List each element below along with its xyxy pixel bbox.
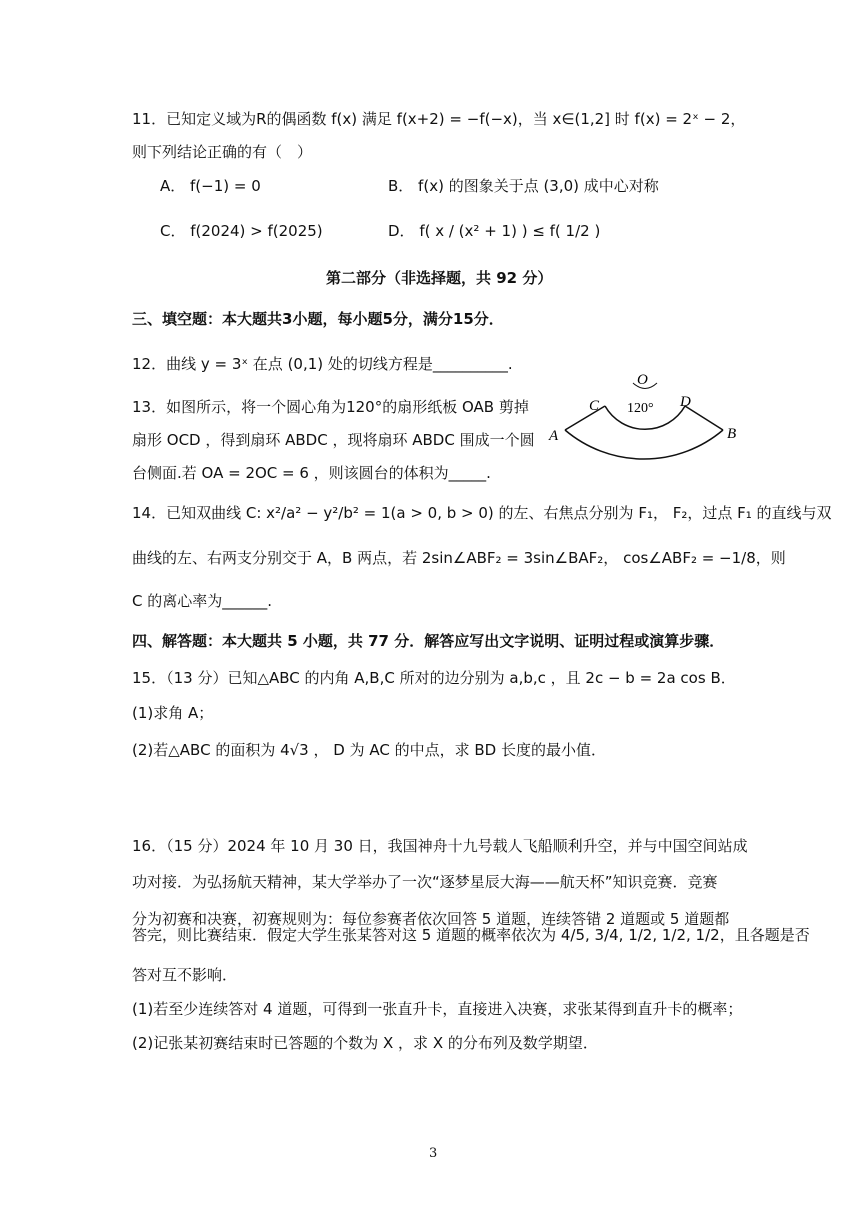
sector-ring-figure	[545, 368, 745, 488]
q15-part2: (2)若△ABC 的面积为 4√3 ， D 为 AC 的中点，求 BD 长度的最小值．	[132, 741, 606, 759]
label-d: D	[680, 394, 691, 410]
q11-stem-line2: 则下列结论正确的有（ ）	[132, 143, 313, 161]
q16-line5: 答对互不影响．	[132, 966, 238, 984]
q16-part1: (1)若至少连续答对 4 道题，可得到一张直升卡，直接进入决赛，求张某得到直升卡的概率；	[132, 1000, 743, 1018]
q11-stem-line1: 11．已知定义域为R的偶函数 f(x) 满足 f(x+2) = −f(−x)，当 x∈(1,2] 时 f(x) = 2ˣ − 2，	[132, 110, 746, 128]
q15-part1: (1)求角 A；	[132, 704, 214, 722]
q15-stem: 15．（13 分）已知△ABC 的内角 A,B,C 所对的边分别为 a,b,c ，且 2c − b = 2a cos B．	[132, 669, 736, 687]
part2-title: 第二部分（非选择题，共 92 分）	[326, 269, 553, 287]
q16-line4: 答完，则比赛结束．假定大学生张某答对这 5 道题的概率依次为 4/5, 3/4, 1/2, 1/2, 1/2，且各题是否	[132, 926, 810, 944]
q11-option-c: C． f(2024) > f(2025)	[160, 222, 323, 240]
q11-option-a: A． f(−1) = 0	[160, 177, 261, 195]
section3-heading: 三、填空题：本大题共3小题，每小题5分，满分15分．	[132, 310, 504, 328]
q13-line1: 13．如图所示，将一个圆心角为120°的扇形纸板 OAB 剪掉	[132, 398, 529, 416]
q16-line2: 功对接．为弘扬航天精神，某大学举办了一次“逐梦星辰大海——航天杯”知识竞赛．竞赛	[132, 873, 718, 891]
label-c: C	[589, 398, 600, 414]
q14-line2: 曲线的左、右两支分别交于 A，B 两点，若 2sin∠ABF₂ = 3sin∠BAF₂， cos∠ABF₂ = −1/8，则	[132, 549, 786, 567]
label-o: O	[637, 372, 648, 388]
q11-option-b: B． f(x) 的图象关于点 (3,0) 成中心对称	[388, 177, 659, 195]
q14-line1: 14．已知双曲线 C: x²/a² − y²/b² = 1(a > 0, b > 0) 的左、右焦点分别为 F₁， F₂，过点 F₁ 的直线与双	[132, 504, 832, 522]
section4-heading: 四、解答题：本大题共 5 小题，共 77 分．解答应写出文字说明、证明过程或演算步骤．	[132, 632, 725, 650]
label-b: B	[727, 426, 737, 442]
q11-option-d: D． f( x / (x² + 1) ) ≤ f( 1/2 )	[388, 222, 601, 240]
q13-line3: 台侧面.若 OA = 2OC = 6 ，则该圆台的体积为_____.	[132, 464, 491, 482]
page-number: 3	[429, 1146, 438, 1161]
q16-line3: 分为初赛和决赛，初赛规则为：每位参赛者依次回答 5 道题，连续答错 2 道题或 5 道题都	[132, 910, 730, 928]
q16-line1: 16．（15 分）2024 年 10 月 30 日，我国神舟十九号载人飞船顺利升空，并与中国空间站成	[132, 837, 748, 855]
q14-line3: C 的离心率为______.	[132, 592, 273, 610]
q16-part2: (2)记张某初赛结束时已答题的个数为 X ，求 X 的分布列及数学期望．	[132, 1034, 598, 1052]
outer-arc	[565, 430, 723, 459]
label-a: A	[549, 428, 559, 444]
q12-text: 12．曲线 y = 3ˣ 在点 (0,1) 处的切线方程是__________.	[132, 355, 513, 373]
label-angle: 120°	[627, 401, 654, 416]
q13-line2: 扇形 OCD ，得到扇环 ABDC ，现将扇环 ABDC 围成一个圆	[132, 431, 535, 449]
